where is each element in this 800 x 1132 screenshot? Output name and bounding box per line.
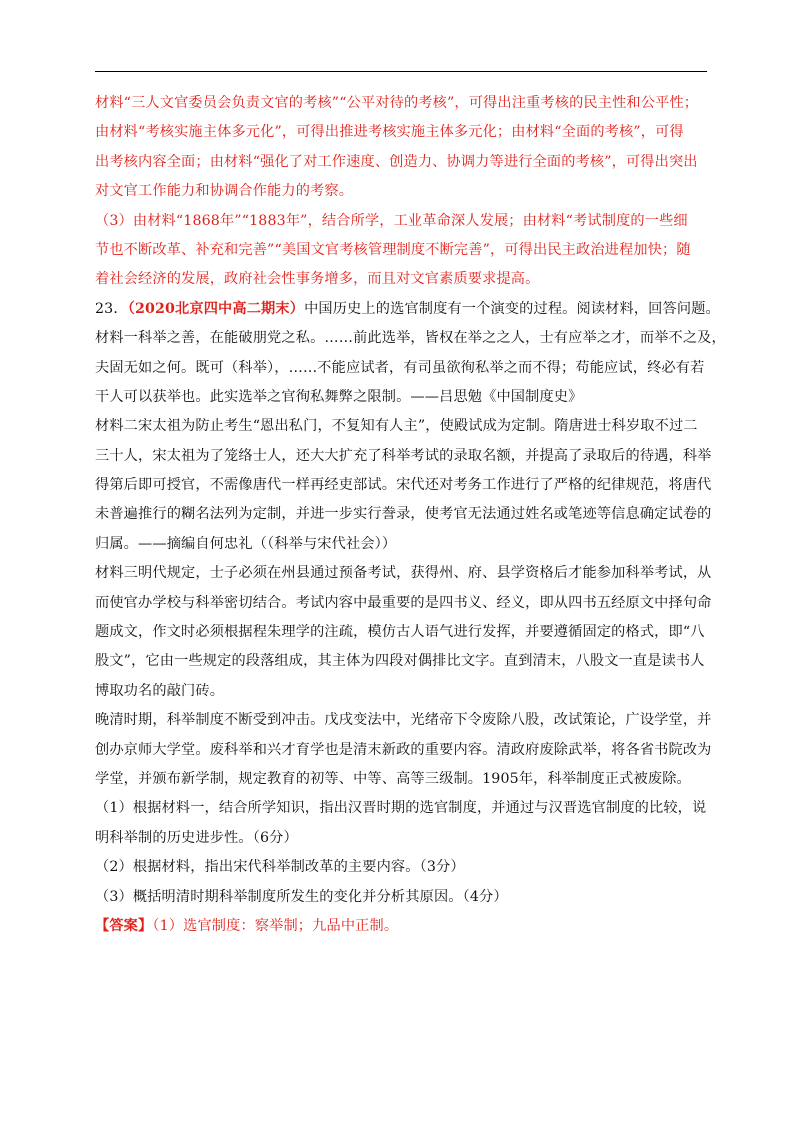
material-two-line: 得第后即可授官，不需像唐代一样再经吏部试。宋代还对考务工作进行了严格的纪律规范，将唐代 (95, 477, 712, 494)
question-intro: 中国历史上的选官制度有一个演变的过程。阅读材料，回答问题。 (304, 300, 720, 317)
material-one-line: 干人可以获举也。此实选举之官徇私舞弊之限制。——吕思勉《中国制度史》 (95, 388, 583, 405)
question-source: （2020北京四中高二期末） (127, 300, 305, 317)
answer-label: 【答案】 (95, 917, 153, 934)
material-four-line: 创办京师大学堂。废科举和兴才育学也是清末新政的重要内容。清政府废除武举，将各省书院改为 (95, 741, 712, 758)
answer-line (95, 912, 707, 941)
answer-continued-line: （3）由材料“1868年”“1883年”，结合所学，工业革命深人发展；由材料“考试制度的一些细 (95, 212, 688, 229)
header-rule (95, 71, 707, 72)
material-one-line: 材料一科举之善，在能破朋党之私。……前此选举，皆权在举之之人，士有应举之才，而举不之及， (95, 330, 726, 347)
material-three-line: 博取功名的敲门砖。 (95, 682, 225, 699)
material-one-line: 夫固无如之何。既可（科举），……不能应试者，有司虽欲徇私举之而不得；苟能应试，终必有若 (95, 359, 705, 376)
question-number: 23． (95, 300, 128, 317)
answer-continued-line: 节也不断改革、补充和完善”“美国文官考核管理制度不断完善”，可得出民主政治进程加快；随 (95, 241, 691, 258)
answer-continued-line: 由材料“考核实施主体多元化”，可得出推进考核实施主体多元化；由材料“全面的考核”，可得 (95, 124, 684, 141)
material-two-line: 归属。——摘编自何忠礼（（科举与宋代社会）） (95, 535, 397, 552)
material-three-line: 题成文，作文时必须根据程朱理学的注疏，模仿古人语气进行发挥，并要遵循固定的格式，即“八 (95, 624, 705, 641)
sub-question-2: （2）根据材料，指出宋代科举制改革的主要内容。（3分） (95, 859, 465, 876)
sub-question-3: （3）概括明清时期科举制度所发生的变化并分析其原因。（4分） (95, 888, 508, 905)
answer-continued-line: 材料“三人文官委员会负责文官的考核”“公平对待的考核”，可得出注重考核的民主性和公平性； (95, 95, 699, 111)
sub-question-1: （1）根据材料一，结合所学知识，指出汉晋时期的选官制度，并通过与汉晋选官制度的比较，说 (95, 800, 707, 817)
material-three-line: 材料三明代规定，士子必须在州县通过预备考试，获得州、府、县学资格后才能参加科举考试，从 (95, 565, 712, 582)
material-three-line: 而使官办学校与科举密切结合。考试内容中最重要的是四书义、经义，即从四书五经原文中择句命 (95, 594, 712, 611)
material-four-line: 学堂，并颁布新学制，规定教育的初等、中等、高等三级制。1905年，科举制度正式被废除。 (95, 770, 691, 787)
page-content (95, 89, 726, 941)
answer-text: （1）选官制度：察举制；九品中正制。 (152, 917, 399, 934)
question-heading (95, 295, 720, 324)
material-two-line: 三十人，宋太祖为了笼络士人，还大大扩充了科举考试的录取名额，并提高了录取后的待遇，科举 (95, 447, 712, 464)
material-two-line: 材料二宋太祖为防止考生“恩出私门，不复知有人主”，使殿试成为定制。隋唐进士科岁取不过二 (95, 418, 698, 435)
material-three-line: 股文”，它由一些规定的段落组成，其主体为四段对偶排比文字。直到清末，八股文一直是读书人 (95, 653, 705, 670)
answer-continued-line: 对文官工作能力和协调合作能力的考察。 (95, 183, 354, 200)
answer-continued-line: 着社会经济的发展，政府社会性事务增多，而且对文官素质要求提高。 (95, 271, 540, 288)
answer-continued-line: 出考核内容全面；由材料“强化了对工作速度、创造力、协调力等进行全面的考核”，可得出突出 (95, 153, 698, 170)
material-four-line: 晚清时期，科举制度不断受到冲击。戊戌变法中，光绪帝下令废除八股，改试策论，广设学堂，并 (95, 712, 712, 729)
material-two-line: 未普遍推行的糊名法列为定制，并进一步实行誊录，使考官无法通过姓名或笔迹等信息确定试卷的 (95, 506, 712, 523)
sub-question-1: 明科举制的历史进步性。（6分） (95, 829, 298, 846)
